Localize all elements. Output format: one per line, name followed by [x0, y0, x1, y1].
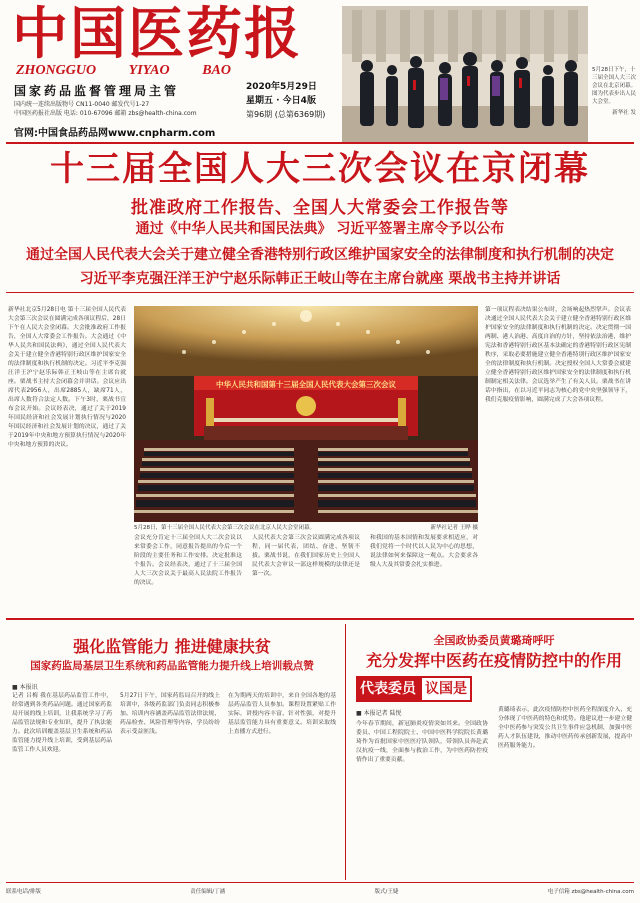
publication-info [14, 100, 244, 118]
issue-number: 第96期 (总第6369期) [246, 110, 326, 119]
main-photo [134, 306, 478, 522]
hall-banner: 中华人民共和国第十三届全国人民代表大会第三次会议 [216, 380, 396, 389]
divider [6, 292, 634, 293]
article-column: 和我国的基本国情和发展要求相适应，对我们党将一个时代以人民为中心的思想，说法律如何来保障这一观点。大会要求各级人大及其常委会扎实推进。 [370, 535, 478, 568]
top-photo-caption [592, 66, 636, 117]
column-divider [345, 624, 346, 880]
top-photo [342, 6, 588, 142]
info-line: 国内统一连续出版物号 CN11-0040 邮发代号1-27 [14, 101, 150, 108]
bottom-right-pretitle: 全国政协委员黄璐琦呼吁 [433, 634, 555, 647]
main-headline: 十三届全国人大三次会议在京闭幕 [50, 149, 590, 189]
bottom-left-subheadline: 国家药监局基层卫生系统和药品监管能力提升线上培训载点赞 [30, 660, 314, 672]
article-column: 在为期两天的培训中，来自全国各地的基层药品监管人员参加。课程设置紧贴工作实际，讲授内容丰富、针对性强，对提升基层监管能力具有重要意义。培训采取线上直播方式进行。 [228, 693, 336, 735]
issue-weekday: 星期五 · 今日4版 [246, 96, 316, 106]
great-hall-photo-illustration [134, 306, 478, 522]
bottom-right-byline: ■ 本报记者 陆悦 [356, 710, 402, 717]
article-column: 人民代表大会第三次会议圆满完成各项议程，同一届代表，团结、奋进、坚韧不拔。栗战书说，在我们国家历史上全国人民代表大会审议一部这样规模的法律还是第一次。 [252, 535, 360, 577]
subheadline-3: 通过全国人民代表大会关于建立健全香港特别行政区维护国家安全的法律制度和执行机制的决定 [26, 247, 614, 263]
divider [6, 618, 634, 620]
footer-item: 电子信箱 zbs@health-china.com [547, 888, 634, 895]
supervisor-line: 国家药品监督管理局主管 [14, 84, 180, 98]
column-tag-label: 代表委员 [356, 676, 420, 702]
issue-date: 2020年5月29日 [246, 82, 317, 92]
newspaper-pinyin [16, 63, 231, 79]
caption-text: 5月28日下午，十三届全国人大三次会议在北京闭幕。图为代表步出人民大会堂。 [592, 67, 637, 105]
divider [6, 142, 634, 144]
subheadline-1: 批准政府工作报告、全国人大常委会工作报告等 [131, 198, 509, 218]
photo-credit: 新华社记者 王晔 摄 [430, 525, 478, 531]
date-box [246, 80, 336, 122]
article-column: 记者 吕梅 我在基层药品监管工作中，经常遇到各类药品问题。通过国家药监局开展的线上培训，让我系统学习了药品监管法规和专业知识，提升了执法能力。此次培训覆盖基层卫生系统和药品监管能力提升线上培训，受到基层药品监管工作人员欢迎。 [12, 693, 112, 753]
article-column: 5月27日下午，国家药监局召开的线上培训中，各级药监部门负责同志积极参加。培训内容涵盖药品监管法律法规、药品检查、风险管理等内容，学员纷纷表示受益匪浅。 [120, 693, 220, 735]
page-footer [6, 882, 634, 898]
footer-item: 责任编辑/丁涵 [190, 888, 226, 895]
article-column-right: 第一项议程表决结果公布时，会场响起热烈掌声。会议表决通过全国人民代表大会关于建立健全香港特别行政区维护国家安全的法律制度和执行机制的决定。决定贯彻一国两制、港人治港、高度自治的方针，坚持依法治港，维护宪法和香港特别行政区基本法确定的香港特别行政区宪制秩序，采取必要措施建立健全香港特别行政区维护国家安全的法律制度和执行机制。决定授权全国人大常委会就建立健全香港特别行政区维护国家安全的法律制度和执行机制制定相关法律。会议选举产生了有关人员。栗战书在讲话中指出，在以习近平同志为核心的党中央坚强领导下，我们克服疫情影响，圆满完成了大会各项议程。 [485, 307, 631, 403]
footer-item: 版式/王婕 [374, 888, 399, 895]
pinyin-word: BAO [202, 63, 231, 78]
newspaper-title: 中国医药报 [12, 1, 302, 67]
delegates-photo-illustration [342, 6, 588, 142]
article-column-left: 新华社北京5月28日电 第十三届全国人民代表大会第三次会议在圆满完成各项议程后，28日下午在人民大会堂闭幕。大会批准政府工作报告，全国人大常委会工作报告。大会通过《中华人民共和国民法典》，通过全国人民代表大会关于建立健全香港特别行政区维护国家安全的法律制度和执行机制的决定。习近平李克强汪洋王沪宁赵乐际韩正王岐山等在主席台就座。栗战书主持大会闭幕会并讲话。会议应出席代表2956人，出席2885人，缺席71人，出席人数符合法定人数。下午3时，栗战书宣布会议开始。会议经表决，通过了关于2019年国民经济和社会发展计划执行情况与2020年国民经济和社会发展计划的决议，通过了关于2019年中央和地方预算执行情况与2020年中央和地方预算的决议。 [8, 307, 126, 448]
subheadline-2: 通过《中华人民共和国民法典》 习近平签署主席令予以公布 [135, 221, 505, 237]
article-column: 黄璐琦表示，此次疫情防控中医药全程深度介入，充分体现了中医药的特色和优势。他建议进一步建立健全中医药参与突发公共卫生事件应急机制，加强中医药人才队伍建设，推动中医药传承创新发展，提高中医药服务能力。 [498, 707, 632, 749]
footer-item: 联系电话/排版 [6, 888, 41, 895]
subheadline-4: 习近平李克强汪洋王沪宁赵乐际韩正王岐山等在主席台就座 栗战书主持并讲话 [79, 271, 561, 287]
byline-text: 本报记者 陆悦 [363, 710, 402, 717]
byline-text: 本报讯 [19, 684, 38, 691]
article-column: 今年春节期间，新冠肺炎疫情突如其来。全国政协委员、中国工程院院士、中国中医科学院院长黄璐琦作为首批国家中医医疗队领队，带领队员奔赴武汉抗疫一线，全面参与救治工作，为中医药防控疫情作出了重要贡献。 [356, 721, 488, 763]
caption-text: 5月28日，第十三届全国人民代表大会第三次会议在北京人民大会堂闭幕。 [134, 525, 316, 531]
article-column: 会议充分肯定十三届全国人大二次会议以来常委会工作，同意报告提出的今后一个阶段的主要任务和工作安排。决定批准这个报告。会议经表决，通过了十三届全国人大三次会议关于最高人民法院工作报告的决议。 [134, 535, 242, 586]
info-line: 中国医药报社出版 电话: 010-67096 邮箱 zbs@health-china.com [14, 110, 197, 117]
pinyin-word: ZHONGGUO [16, 63, 97, 78]
bottom-left-headline: 强化监管能力 推进健康扶贫 [73, 637, 271, 656]
bottom-right-headline: 充分发挥中医药在疫情防控中的作用 [365, 651, 622, 670]
photo-credit: 新华社 发 [612, 110, 636, 116]
pinyin-word: YIYAO [128, 63, 170, 78]
website-link[interactable]: 官网:中国食品药品网www.cnpharm.com [14, 128, 216, 139]
main-photo-caption [134, 523, 478, 531]
column-tag-label: 议国是 [420, 676, 472, 702]
bottom-left-byline: ■ 本报讯 [12, 684, 38, 691]
column-tag [356, 676, 486, 702]
